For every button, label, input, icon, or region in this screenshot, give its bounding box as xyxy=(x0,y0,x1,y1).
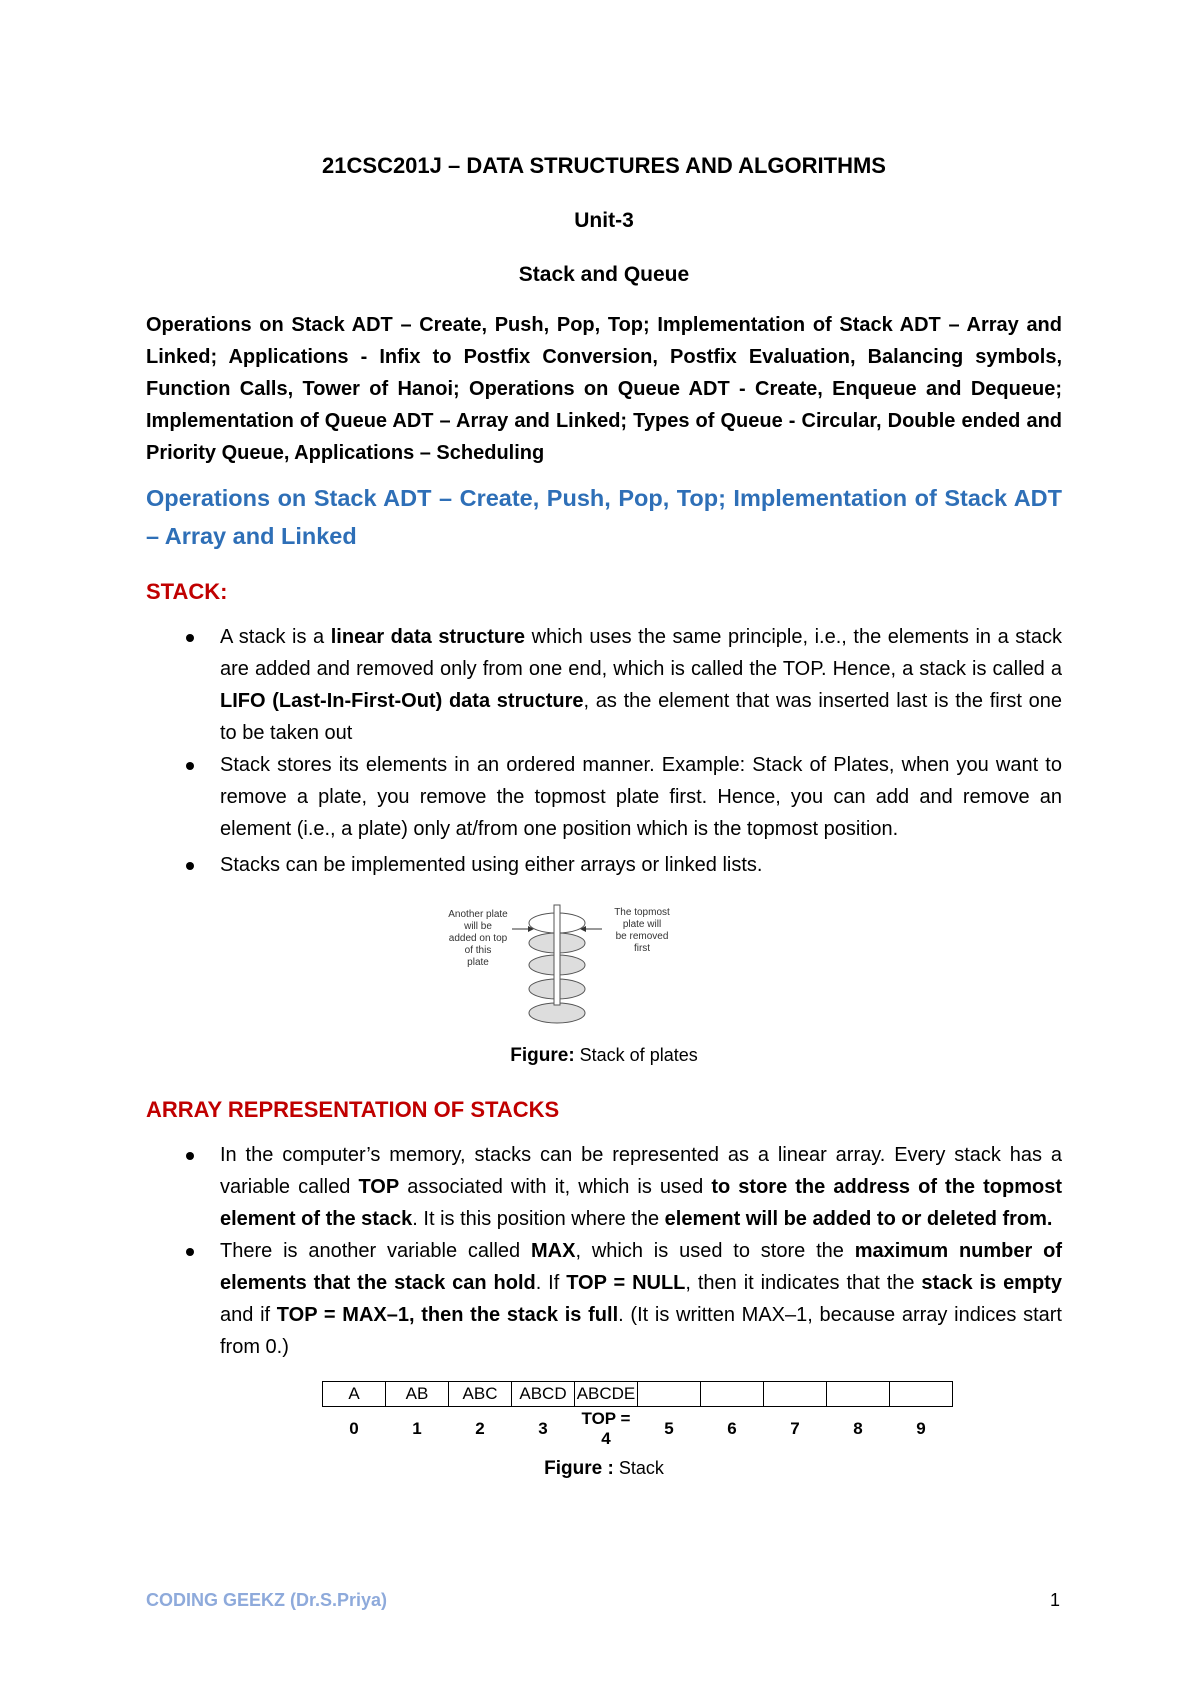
list-item: In the computer’s memory, stacks can be represented as a linear array. Every stack has a variable called TOP associated with it, which is used to store the address of the topmost element of the stack. It is this position where the element will be added to or deleted from. xyxy=(146,1139,1062,1235)
stack-index-row xyxy=(323,1407,953,1451)
stack-cell xyxy=(827,1382,890,1407)
list-item: There is another variable called MAX, which is used to store the maximum number of elements that the stack can hold. If TOP = NULL, then it indicates that the stack is empty and if TOP = MAX–1, then the stack is full. (It is written MAX–1, because array indices start from 0.) xyxy=(146,1235,1062,1363)
stack-index: 3 xyxy=(538,1419,548,1438)
left-label-line: added on top xyxy=(448,933,508,944)
stack-index: 0 xyxy=(349,1419,359,1438)
footer-author: CODING GEEKZ (Dr.S.Priya) xyxy=(146,1590,388,1610)
bullet-icon xyxy=(186,862,194,870)
list-item: Stack stores its elements in an ordered manner. Example: Stack of Plates, when you want to remove a plate, you remove the topmost plate first. Hence, you can add and remove an element (i.e., a plate) only at/from one position which is the topmost position. xyxy=(146,749,1062,845)
stack-cell xyxy=(890,1382,953,1407)
array-representation-heading: ARRAY REPRESENTATION OF STACKS xyxy=(146,1097,560,1122)
left-label-line: will be xyxy=(464,921,492,932)
syllabus-paragraph: Operations on Stack ADT – Create, Push, Pop, Top; Implementation of Stack ADT – Array and Linked; Applications - Infix to Postfix Conversion, Postfix Evaluation, Balancing symbols, Function Calls, Tower of Hanoi; Operations on Queue ADT - Create, Enqueue and Dequeue; Implementation of Queue ADT – Array and Linked; Types of Queue - Circular, Double ended and Priority Queue, Applications – Scheduling xyxy=(146,314,1062,464)
stack-bullet-list xyxy=(146,621,1062,881)
right-label-line: plate will xyxy=(622,919,662,930)
course-title: 21CSC201J – DATA STRUCTURES AND ALGORITHMS xyxy=(322,153,886,178)
section-heading-stack-operations: Operations on Stack ADT – Create, Push, Pop, Top; Implementation of Stack ADT – Array and Linked xyxy=(146,485,1062,549)
topic-title: Stack and Queue xyxy=(518,263,690,286)
stack-cell: A xyxy=(323,1382,386,1407)
stack-cell xyxy=(701,1382,764,1407)
stack-cell xyxy=(638,1382,701,1407)
bullet-icon xyxy=(186,1152,194,1160)
plate-icon xyxy=(529,1003,585,1023)
figure-caption-plates: Figure: Stack of plates xyxy=(510,1045,698,1066)
bullet-icon xyxy=(186,1248,194,1256)
bullet-icon xyxy=(186,634,194,642)
stack-cell: ABCDE xyxy=(575,1382,638,1407)
left-label-line: Another plate xyxy=(448,909,508,920)
stack-index: 2 xyxy=(475,1419,485,1438)
array-bullet-list xyxy=(146,1139,1062,1363)
stack-index: 6 xyxy=(727,1419,737,1438)
plates-illustration xyxy=(442,903,682,1033)
left-label-line: of this xyxy=(464,945,492,956)
right-label-line: first xyxy=(633,943,651,954)
stack-cells-row xyxy=(323,1382,953,1407)
stack-subheading: STACK: xyxy=(146,579,228,604)
stack-index: 8 xyxy=(853,1419,863,1438)
unit-title: Unit-3 xyxy=(574,209,634,232)
figure-caption-stack: Figure : Stack xyxy=(544,1458,664,1479)
stack-index: TOP = 4 xyxy=(581,1409,631,1448)
stack-index: 7 xyxy=(790,1419,800,1438)
page-content xyxy=(146,145,1062,1480)
rod-icon xyxy=(554,905,560,1005)
stack-array-figure xyxy=(322,1381,953,1450)
page-number: 1 xyxy=(1050,1590,1061,1610)
stack-index: 1 xyxy=(412,1419,422,1438)
right-label-line: be removed xyxy=(615,931,669,942)
stack-index: 9 xyxy=(916,1419,926,1438)
right-label-line: The topmost xyxy=(614,907,670,918)
left-label-line: plate xyxy=(467,957,489,968)
stack-index: 5 xyxy=(664,1419,674,1438)
bullet-icon xyxy=(186,762,194,770)
stack-cell: ABC xyxy=(449,1382,512,1407)
stack-cell: ABCD xyxy=(512,1382,575,1407)
list-item: Stacks can be implemented using either arrays or linked lists. xyxy=(146,849,1062,881)
stack-of-plates-figure xyxy=(442,903,682,1033)
list-item: A stack is a linear data structure which uses the same principle, i.e., the elements in a stack are added and removed only from one end, which is called the TOP. Hence, a stack is called a LIFO (Last-In-First-Out) data structure, as the element that was inserted last is the first one to be taken out xyxy=(146,621,1062,749)
stack-cell xyxy=(764,1382,827,1407)
stack-cell: AB xyxy=(386,1382,449,1407)
